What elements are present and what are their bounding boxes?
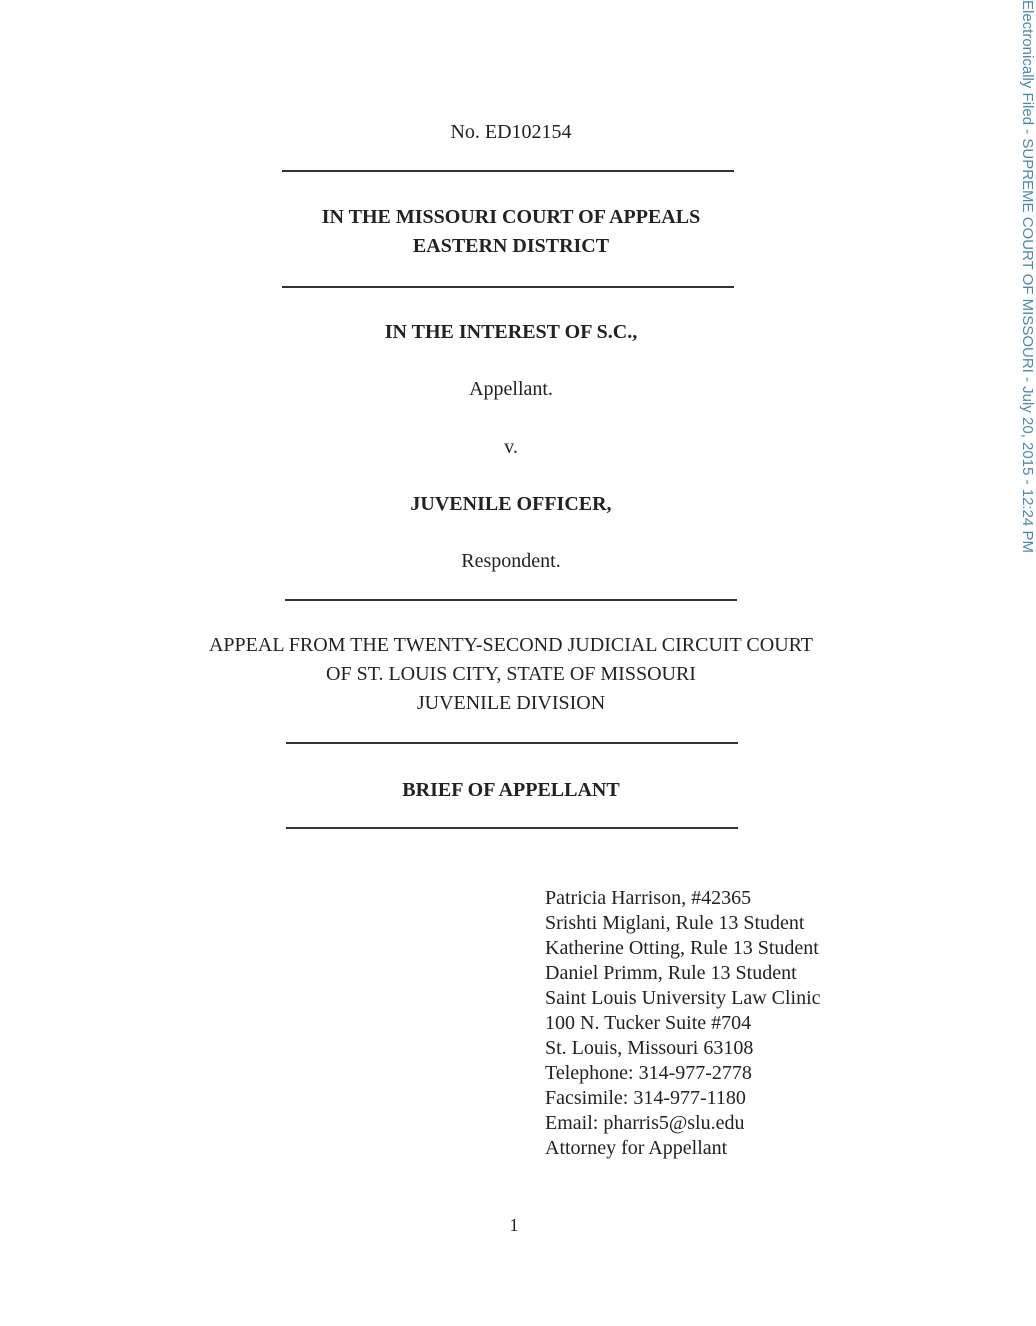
divider-rule (285, 599, 737, 601)
attorney-contact-block (545, 886, 821, 1161)
contact-line: St. Louis, Missouri 63108 (545, 1037, 754, 1059)
contact-line: Telephone: 314-977-2778 (545, 1062, 752, 1084)
case-number: No. ED102154 (450, 121, 572, 143)
divider-rule (282, 170, 734, 172)
contact-line: Patricia Harrison, #42365 (545, 887, 752, 909)
respondent-role: Respondent. (461, 550, 561, 572)
respondent-name: JUVENILE OFFICER, (410, 493, 612, 515)
contact-line: Attorney for Appellant (545, 1137, 728, 1159)
court-name: IN THE MISSOURI COURT OF APPEALS (321, 206, 701, 228)
appeal-from-line: OF ST. LOUIS CITY, STATE OF MISSOURI (326, 663, 696, 685)
contact-line: 100 N. Tucker Suite #704 (545, 1012, 752, 1034)
appeal-from-line: JUVENILE DIVISION (416, 692, 606, 714)
appellant-role: Appellant. (469, 378, 553, 400)
appellant-name: IN THE INTEREST OF S.C., (384, 321, 638, 343)
contact-line: Daniel Primm, Rule 13 Student (545, 962, 797, 984)
divider-rule (282, 286, 734, 288)
court-district: EASTERN DISTRICT (412, 235, 610, 257)
contact-line: Katherine Otting, Rule 13 Student (545, 937, 819, 959)
electronic-filing-stamp: Electronically Filed - SUPREME COURT OF MISSOURI - July 20, 2015 - 12:24 PM (1019, 0, 1036, 553)
contact-line: Email: pharris5@slu.edu (545, 1112, 745, 1134)
appeal-from-block (0, 631, 1023, 718)
page-number: 1 (509, 1215, 519, 1235)
brief-title: BRIEF OF APPELLANT (402, 779, 620, 801)
court-heading (0, 203, 1023, 261)
divider-rule (286, 827, 738, 829)
versus-label: v. (504, 436, 518, 458)
contact-line: Saint Louis University Law Clinic (545, 987, 821, 1009)
divider-rule (286, 742, 738, 744)
contact-line: Facsimile: 314-977-1180 (545, 1087, 746, 1109)
contact-line: Srishti Miglani, Rule 13 Student (545, 912, 805, 934)
appeal-from-line: APPEAL FROM THE TWENTY-SECOND JUDICIAL CIRCUIT COURT (208, 634, 813, 656)
